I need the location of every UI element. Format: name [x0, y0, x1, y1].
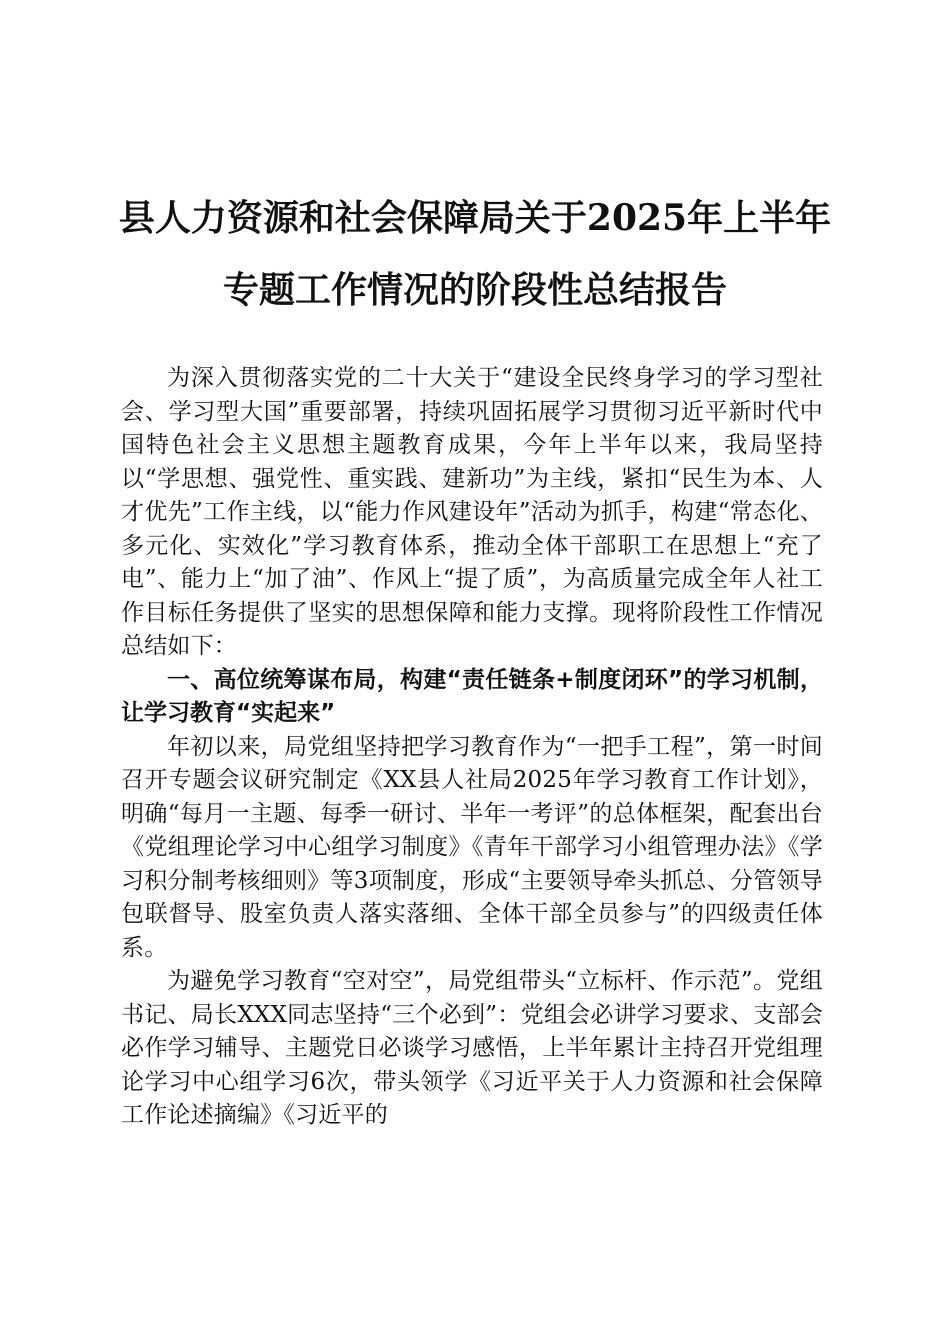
body-paragraph: 为避免学习教育“空对空”，局党组带头“立标杆、作示范”。党组书记、局长XXX同志坚持“三个必到”：党组会必讲学习要求、支部会必作学习辅导、主题党日必谈学习感悟，上半年累计主持召开党组理论学习中心组学习6次，带头领学《习近平关于人力资源和社会保障工作论述摘编》《习近平的 [121, 968, 823, 1128]
body-paragraph: 年初以来，局党组坚持把学习教育作为“一把手工程”，第一时间召开专题会议研究制定《XX县人社局2025年学习教育工作计划》，明确“每月一主题、每季一研讨、半年一考评”的总体框架，配套出台《党组理论学习中心组学习制度》《青年干部学习小组管理办法》《学习积分制考核细则》等3项制度，形成“主要领导牵头抓总、分管领导包联督导、股室负责人落实落细、全体干部全员参与”的四级责任体系。 [121, 733, 823, 961]
document-body [121, 362, 823, 1133]
document-title-line-2: 专题工作情况的阶段性总结报告 [222, 269, 727, 311]
intro-paragraph: 为深入贯彻落实党的二十大关于“建设全民终身学习的学习型社会、学习型大国”重要部署，持续巩固拓展学习贯彻习近平新时代中国特色社会主义思想主题教育成果，今年上半年以来，我局坚持以“学思想、强党性、重实践、建新功”为主线，紧扣“民生为本、人才优先”工作主线，以“能力作风建设年”活动为抓手，构建“常态化、多元化、实效化”学习教育体系，推动全体干部职工在思想上“充了电”、能力上“加了油”、作风上“提了质”，为高质量完成全年人社工作目标任务提供了坚实的思想保障和能力支撑。现将阶段性工作情况总结如下： [121, 365, 823, 659]
document-title-line-1: 县人力资源和社会保障局关于2025年上半年 [118, 197, 832, 239]
section-heading-1: 一、高位统筹谋布局，构建“责任链条+制度闭环”的学习机制，让学习教育“实起来” [121, 666, 823, 726]
